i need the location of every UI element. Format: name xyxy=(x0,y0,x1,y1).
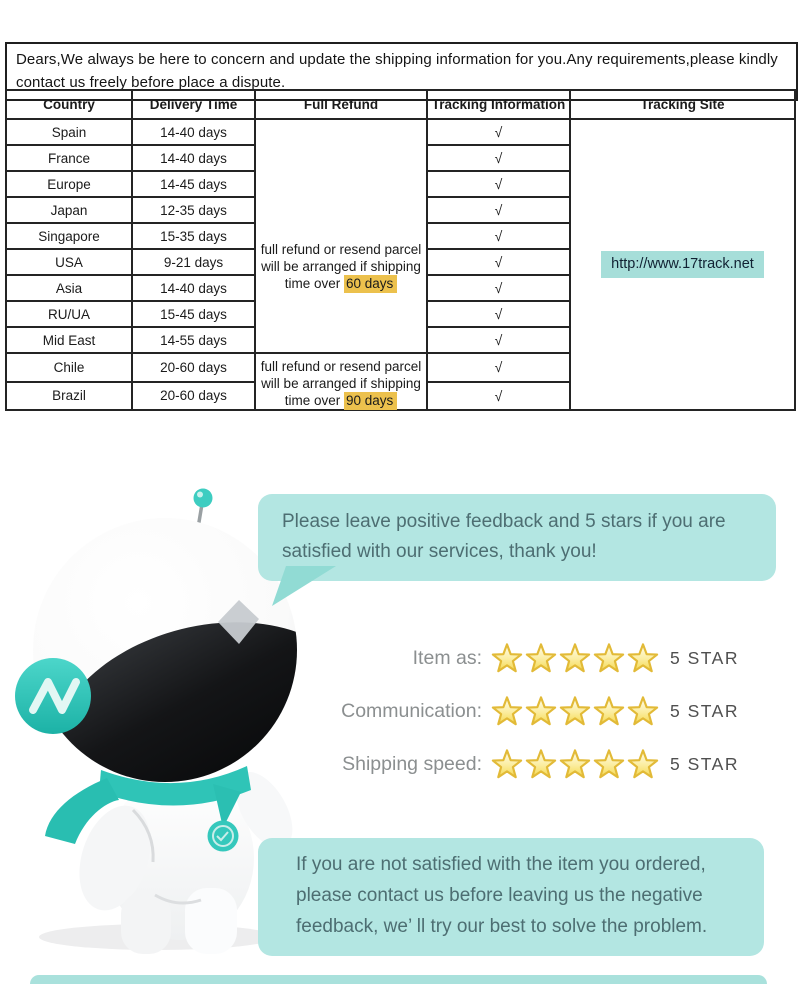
delivery-cell: 15-45 days xyxy=(132,301,255,327)
delivery-cell: 15-35 days xyxy=(132,223,255,249)
rating-row-communication xyxy=(330,691,775,731)
rating-suffix: 5 STAR xyxy=(670,647,739,668)
country-cell: France xyxy=(6,145,132,171)
rating-suffix: 5 STAR xyxy=(670,700,739,721)
country-cell: Japan xyxy=(6,197,132,223)
refund-text: full refund or resend parcel will be arranged if shipping time over xyxy=(260,241,422,291)
bubble-line: Please leave positive feedback and 5 stars if you are xyxy=(282,511,726,532)
bubble-line: please contact us before leaving us the negative xyxy=(296,885,703,906)
star-icon xyxy=(490,696,524,727)
five-star-rating xyxy=(490,643,660,674)
star-icon xyxy=(592,643,626,674)
country-cell: Spain xyxy=(6,119,132,145)
tracking-check: √ xyxy=(427,119,570,145)
col-header-tracking-site: Tracking Site xyxy=(570,90,795,119)
country-cell: Europe xyxy=(6,171,132,197)
star-icon xyxy=(524,749,558,780)
star-icon xyxy=(524,696,558,727)
tracking-check: √ xyxy=(427,249,570,275)
rating-suffix: 5 STAR xyxy=(670,753,739,774)
tracking-check: √ xyxy=(427,145,570,171)
star-icon xyxy=(626,696,660,727)
star-icon xyxy=(592,696,626,727)
table-header-row xyxy=(6,90,795,119)
delivery-cell: 12-35 days xyxy=(132,197,255,223)
table-row xyxy=(6,119,795,145)
tracking-check: √ xyxy=(427,171,570,197)
rating-row-item-as xyxy=(330,638,775,678)
refund-text: full refund or resend parcel will be arranged if shipping time over xyxy=(260,359,422,408)
star-icon xyxy=(592,749,626,780)
tracking-check: √ xyxy=(427,197,570,223)
delivery-cell: 14-45 days xyxy=(132,171,255,197)
tracking-check: √ xyxy=(427,223,570,249)
col-header-tracking-information: Tracking Information xyxy=(427,90,570,119)
country-cell: Asia xyxy=(6,275,132,301)
tracking-check: √ xyxy=(427,382,570,411)
country-cell: Chile xyxy=(6,353,132,382)
country-cell: Brazil xyxy=(6,382,132,411)
refund-highlight-60-days: 60 days xyxy=(344,275,397,293)
refund-highlight-90-days: 90 days xyxy=(344,392,397,410)
star-icon xyxy=(558,643,592,674)
star-icon xyxy=(524,643,558,674)
five-star-rating xyxy=(490,696,660,727)
bubble-line: satisfied with our services, thank you! xyxy=(282,541,597,562)
tracking-site-link[interactable]: http://www.17track.net xyxy=(601,251,764,278)
col-header-country: Country xyxy=(6,90,132,119)
five-star-rating xyxy=(490,749,660,780)
next-section-peek-strip xyxy=(30,975,767,984)
country-cell: Singapore xyxy=(6,223,132,249)
tracking-site-cell xyxy=(570,119,795,410)
delivery-cell: 20-60 days xyxy=(132,353,255,382)
star-icon xyxy=(490,749,524,780)
bubble-line: If you are not satisfied with the item you ordered, xyxy=(296,854,706,875)
rating-label: Shipping speed: xyxy=(342,752,482,775)
shipping-notice: Dears,We always be here to concern and update the shipping information for you.Any requirements,please kindly contact us freely before place a dispute. xyxy=(5,42,798,101)
dispute-warning-bubble xyxy=(258,838,764,956)
delivery-cell: 14-40 days xyxy=(132,275,255,301)
country-cell: USA xyxy=(6,249,132,275)
delivery-cell: 14-40 days xyxy=(132,145,255,171)
tracking-check: √ xyxy=(427,353,570,382)
shipping-table xyxy=(5,89,796,411)
star-icon xyxy=(490,643,524,674)
delivery-cell: 9-21 days xyxy=(132,249,255,275)
star-icon xyxy=(558,749,592,780)
star-icon xyxy=(626,749,660,780)
col-header-full-refund: Full Refund xyxy=(255,90,427,119)
tracking-check: √ xyxy=(427,327,570,353)
delivery-cell: 20-60 days xyxy=(132,382,255,411)
refund-policy-cell-60 xyxy=(255,119,427,353)
speech-bubble-tail xyxy=(262,566,342,608)
rating-label: Communication: xyxy=(341,699,482,722)
country-cell: RU/UA xyxy=(6,301,132,327)
refund-policy-cell-90 xyxy=(255,353,427,410)
star-icon xyxy=(558,696,592,727)
tracking-check: √ xyxy=(427,275,570,301)
delivery-cell: 14-55 days xyxy=(132,327,255,353)
tracking-check: √ xyxy=(427,301,570,327)
star-icon xyxy=(626,643,660,674)
rating-row-shipping-speed xyxy=(330,744,775,784)
rating-label: Item as: xyxy=(412,646,482,669)
country-cell: Mid East xyxy=(6,327,132,353)
col-header-delivery-time: Delivery Time xyxy=(132,90,255,119)
delivery-cell: 14-40 days xyxy=(132,119,255,145)
bubble-line: feedback, we’ ll try our best to solve the problem. xyxy=(296,916,708,937)
